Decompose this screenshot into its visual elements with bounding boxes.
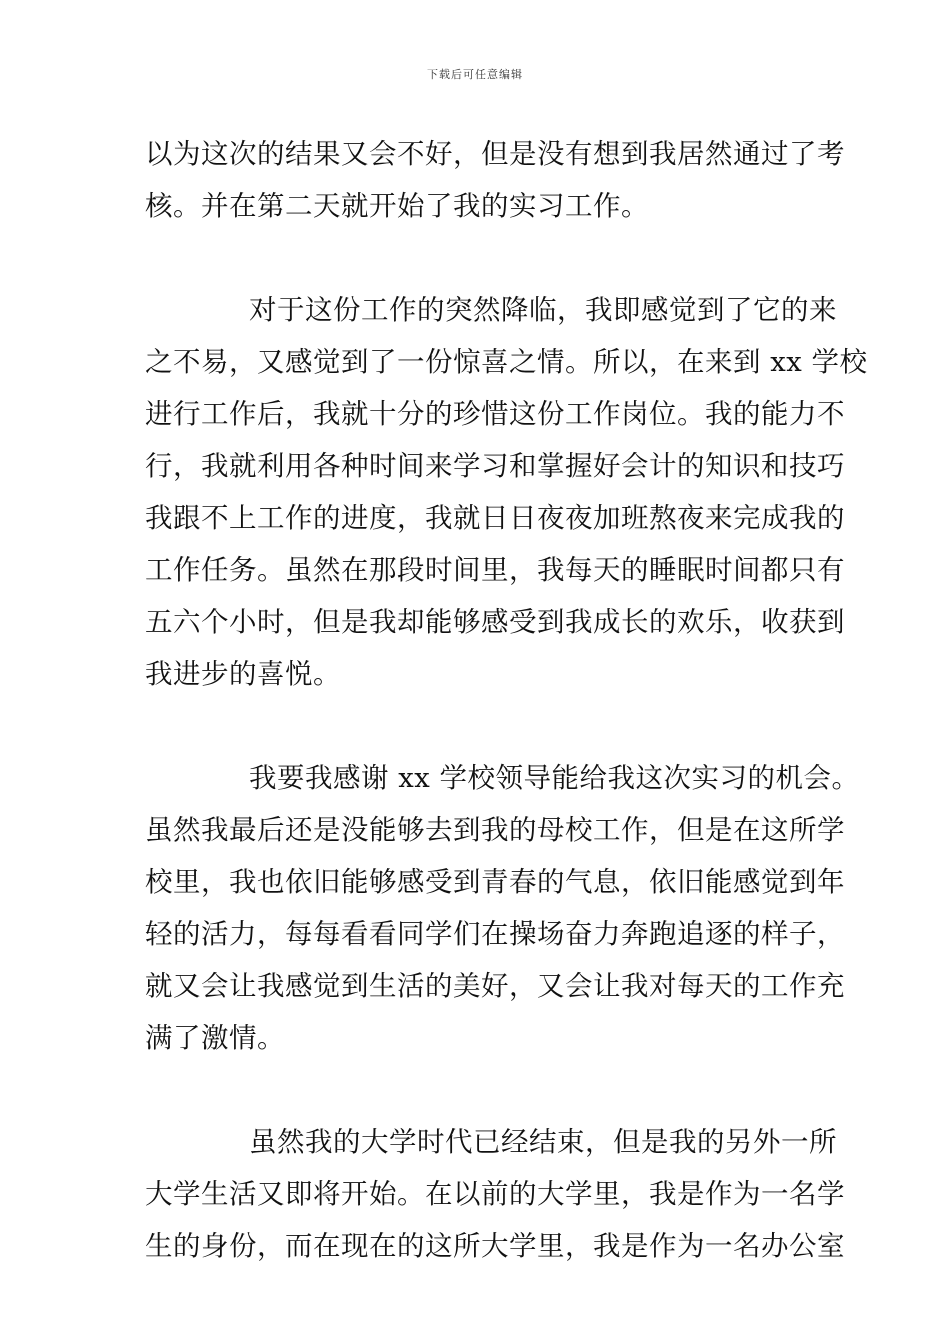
text-line: 大学生活又即将开始。在以前的大学里，我是作为一名学 xyxy=(145,1178,845,1210)
paragraph-2 xyxy=(145,284,868,700)
document-body xyxy=(145,128,868,1272)
text-line: 我跟不上工作的进度，我就日日夜夜加班熬夜来完成我的 xyxy=(145,502,845,534)
text-line: 五六个小时，但是我却能够感受到我成长的欢乐，收获到 xyxy=(145,606,845,638)
paragraph-4 xyxy=(145,1116,845,1272)
text-line: 核。并在第二天就开始了我的实习工作。 xyxy=(145,190,649,222)
text-line: 行，我就利用各种时间来学习和掌握好会计的知识和技巧 xyxy=(145,450,845,482)
text-line: 满了激情。 xyxy=(145,1022,285,1054)
text-line: 虽然我的大学时代已经结束，但是我的另外一所 xyxy=(249,1126,837,1158)
paragraph-gap xyxy=(145,700,810,752)
paragraph-3 xyxy=(145,752,860,1064)
text-line: 以为这次的结果又会不好，但是没有想到我居然通过了考 xyxy=(145,138,845,170)
text-line: 对于这份工作的突然降临，我即感觉到了它的来 xyxy=(249,294,837,326)
paragraph-gap xyxy=(145,1064,810,1116)
text-line: 我进步的喜悦。 xyxy=(145,658,341,690)
text-line: 工作任务。虽然在那段时间里，我每天的睡眠时间都只有 xyxy=(145,554,845,586)
text-line: 生的身份，而在现在的这所大学里，我是作为一名办公室 xyxy=(145,1230,845,1262)
text-line: 虽然我最后还是没能够去到我的母校工作，但是在这所学 xyxy=(145,814,845,846)
paragraph-1 xyxy=(145,128,845,232)
text-line: 我要我感谢 xx 学校领导能给我这次实习的机会。 xyxy=(249,762,860,794)
text-line: 之不易，又感觉到了一份惊喜之情。所以，在来到 xx 学校 xyxy=(145,346,868,378)
paragraph-gap xyxy=(145,232,810,284)
text-line: 轻的活力，每每看看同学们在操场奋力奔跑追逐的样子， xyxy=(145,918,845,950)
page-header: 下载后可任意编辑 xyxy=(427,68,523,81)
text-line: 就又会让我感觉到生活的美好，又会让我对每天的工作充 xyxy=(145,970,845,1002)
text-line: 校里，我也依旧能够感受到青春的气息，依旧能感觉到年 xyxy=(145,866,845,898)
text-line: 进行工作后，我就十分的珍惜这份工作岗位。我的能力不 xyxy=(145,398,845,430)
